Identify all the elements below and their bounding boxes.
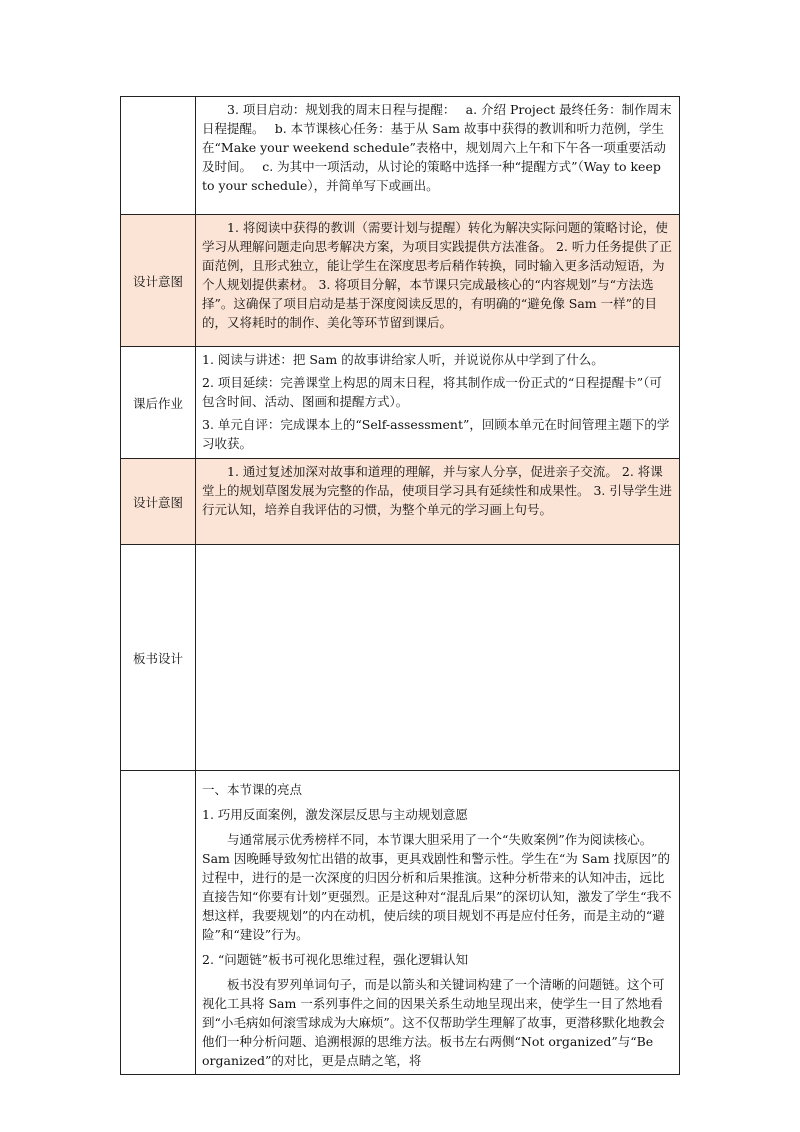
design-intent-row-1 [121, 215, 680, 347]
design-intent-content-2 [196, 459, 680, 545]
homework-item-2: 2. 项目延续：完善课堂上构思的周末日程，将其制作成一份正式的“日程提醒卡”（可包含时间、活动、图画和提醒方式）。 [202, 375, 662, 409]
lesson-plan-table [120, 96, 680, 1075]
reflection-label-cell [121, 771, 196, 1075]
project-row-content [196, 97, 680, 215]
board-design-row [121, 545, 680, 771]
design-intent-content-1 [196, 215, 680, 347]
reflection-content [196, 771, 680, 1075]
design-intent-text-1: 1. 将阅读中获得的教训（需要计划与提醒）转化为解决实际问题的策略讨论，使学习从理解问题走向思考解决方案，为项目实践提供方法准备。 2. 听力任务提供了正面范例，且形式独立，能让学生在深度思考后稍作转换，同时输入更多活动短语，为个人规划提供素材。 3. 将项目分解，本节课只完成最核心的“内容规划”与“方法选择”。这确保了项目启动是基于深度阅读反思的，有明确的“避免像 Sam 一样”的目的，又将耗时的制作、美化等环节留到课后。 [202, 220, 672, 330]
homework-row [121, 347, 680, 459]
reflection-point1-body: 与通常展示优秀榜样不同，本节课大胆采用了一个“失败案例”作为阅读核心。Sam 因晚睡导致匆忙出错的故事，更具戏剧性和警示性。学生在“为 Sam 找原因”的过程中，进行的是一次深度的归因分析和后果推演。这种分析带来的认知冲击，远比直接告知“你要有计划”更强烈。正是这种对“混乱后果”的深切认知，激发了学生“我不想这样，我要规划”的内在动机，使后续的项目规划不再是应付任务，而是主动的“避险”和“建设”行为。 [202, 832, 672, 942]
project-row [121, 97, 680, 215]
design-intent-label-2: 设计意图 [121, 459, 196, 545]
project-row-label-cell [121, 97, 196, 215]
homework-item-3: 3. 单元自评：完成课本上的“Self-assessment”，回顾本单元在时间管理主题下的学习收获。 [202, 417, 670, 451]
homework-item-1: 1. 阅读与讲述：把 Sam 的故事讲给家人听，并说说你从中学到了什么。 [202, 352, 604, 367]
homework-content [196, 347, 680, 459]
board-design-content [196, 545, 680, 771]
reflection-point2-title: 2. “问题链”板书可视化思维过程，强化逻辑认知 [202, 952, 469, 967]
reflection-point2-body: 板书没有罗列单词句子，而是以箭头和关键词构建了一个清晰的问题链。这个可视化工具将 Sam 一系列事件之间的因果关系生动地呈现出来，使学生一目了然地看到“小毛病如何滚雪球成为大麻烦”。这不仅帮助学生理解了故事，更潜移默化地教会他们一种分析问题、追溯根源的思维方法。板书左右两侧“Not organized”与“Be organized”的对比，更是点睛之笔，将 [202, 977, 665, 1068]
board-design-label: 板书设计 [121, 545, 196, 771]
design-intent-text-2: 1. 通过复述加深对故事和道理的理解，并与家人分享，促进亲子交流。 2. 将课堂上的规划草图发展为完整的作品，使项目学习具有延续性和成果性。 3. 引导学生进行元认知，培养自我评估的习惯，为整个单元的学习画上句号。 [202, 464, 672, 517]
reflection-point1-title: 1. 巧用反面案例，激发深层反思与主动规划意愿 [202, 807, 468, 822]
project-text: 3. 项目启动：规划我的周末日程与提醒： a. 介绍 Project 最终任务：制作周末日程提醒。 b. 本节课核心任务：基于从 Sam 故事中获得的教训和听力范例，学生在“Make your weekend schedule”表格中，规划周六上午和下午各一项重要活动及时间。 c. 为其中一项活动，从讨论的策略中选择一种“提醒方式”（Way to keep to your schedule），并简单写下或画出。 [202, 102, 672, 193]
design-intent-row-2 [121, 459, 680, 545]
homework-label: 课后作业 [121, 347, 196, 459]
design-intent-label-1: 设计意图 [121, 215, 196, 347]
reflection-row [121, 771, 680, 1075]
reflection-heading: 一、本节课的亮点 [202, 782, 303, 797]
